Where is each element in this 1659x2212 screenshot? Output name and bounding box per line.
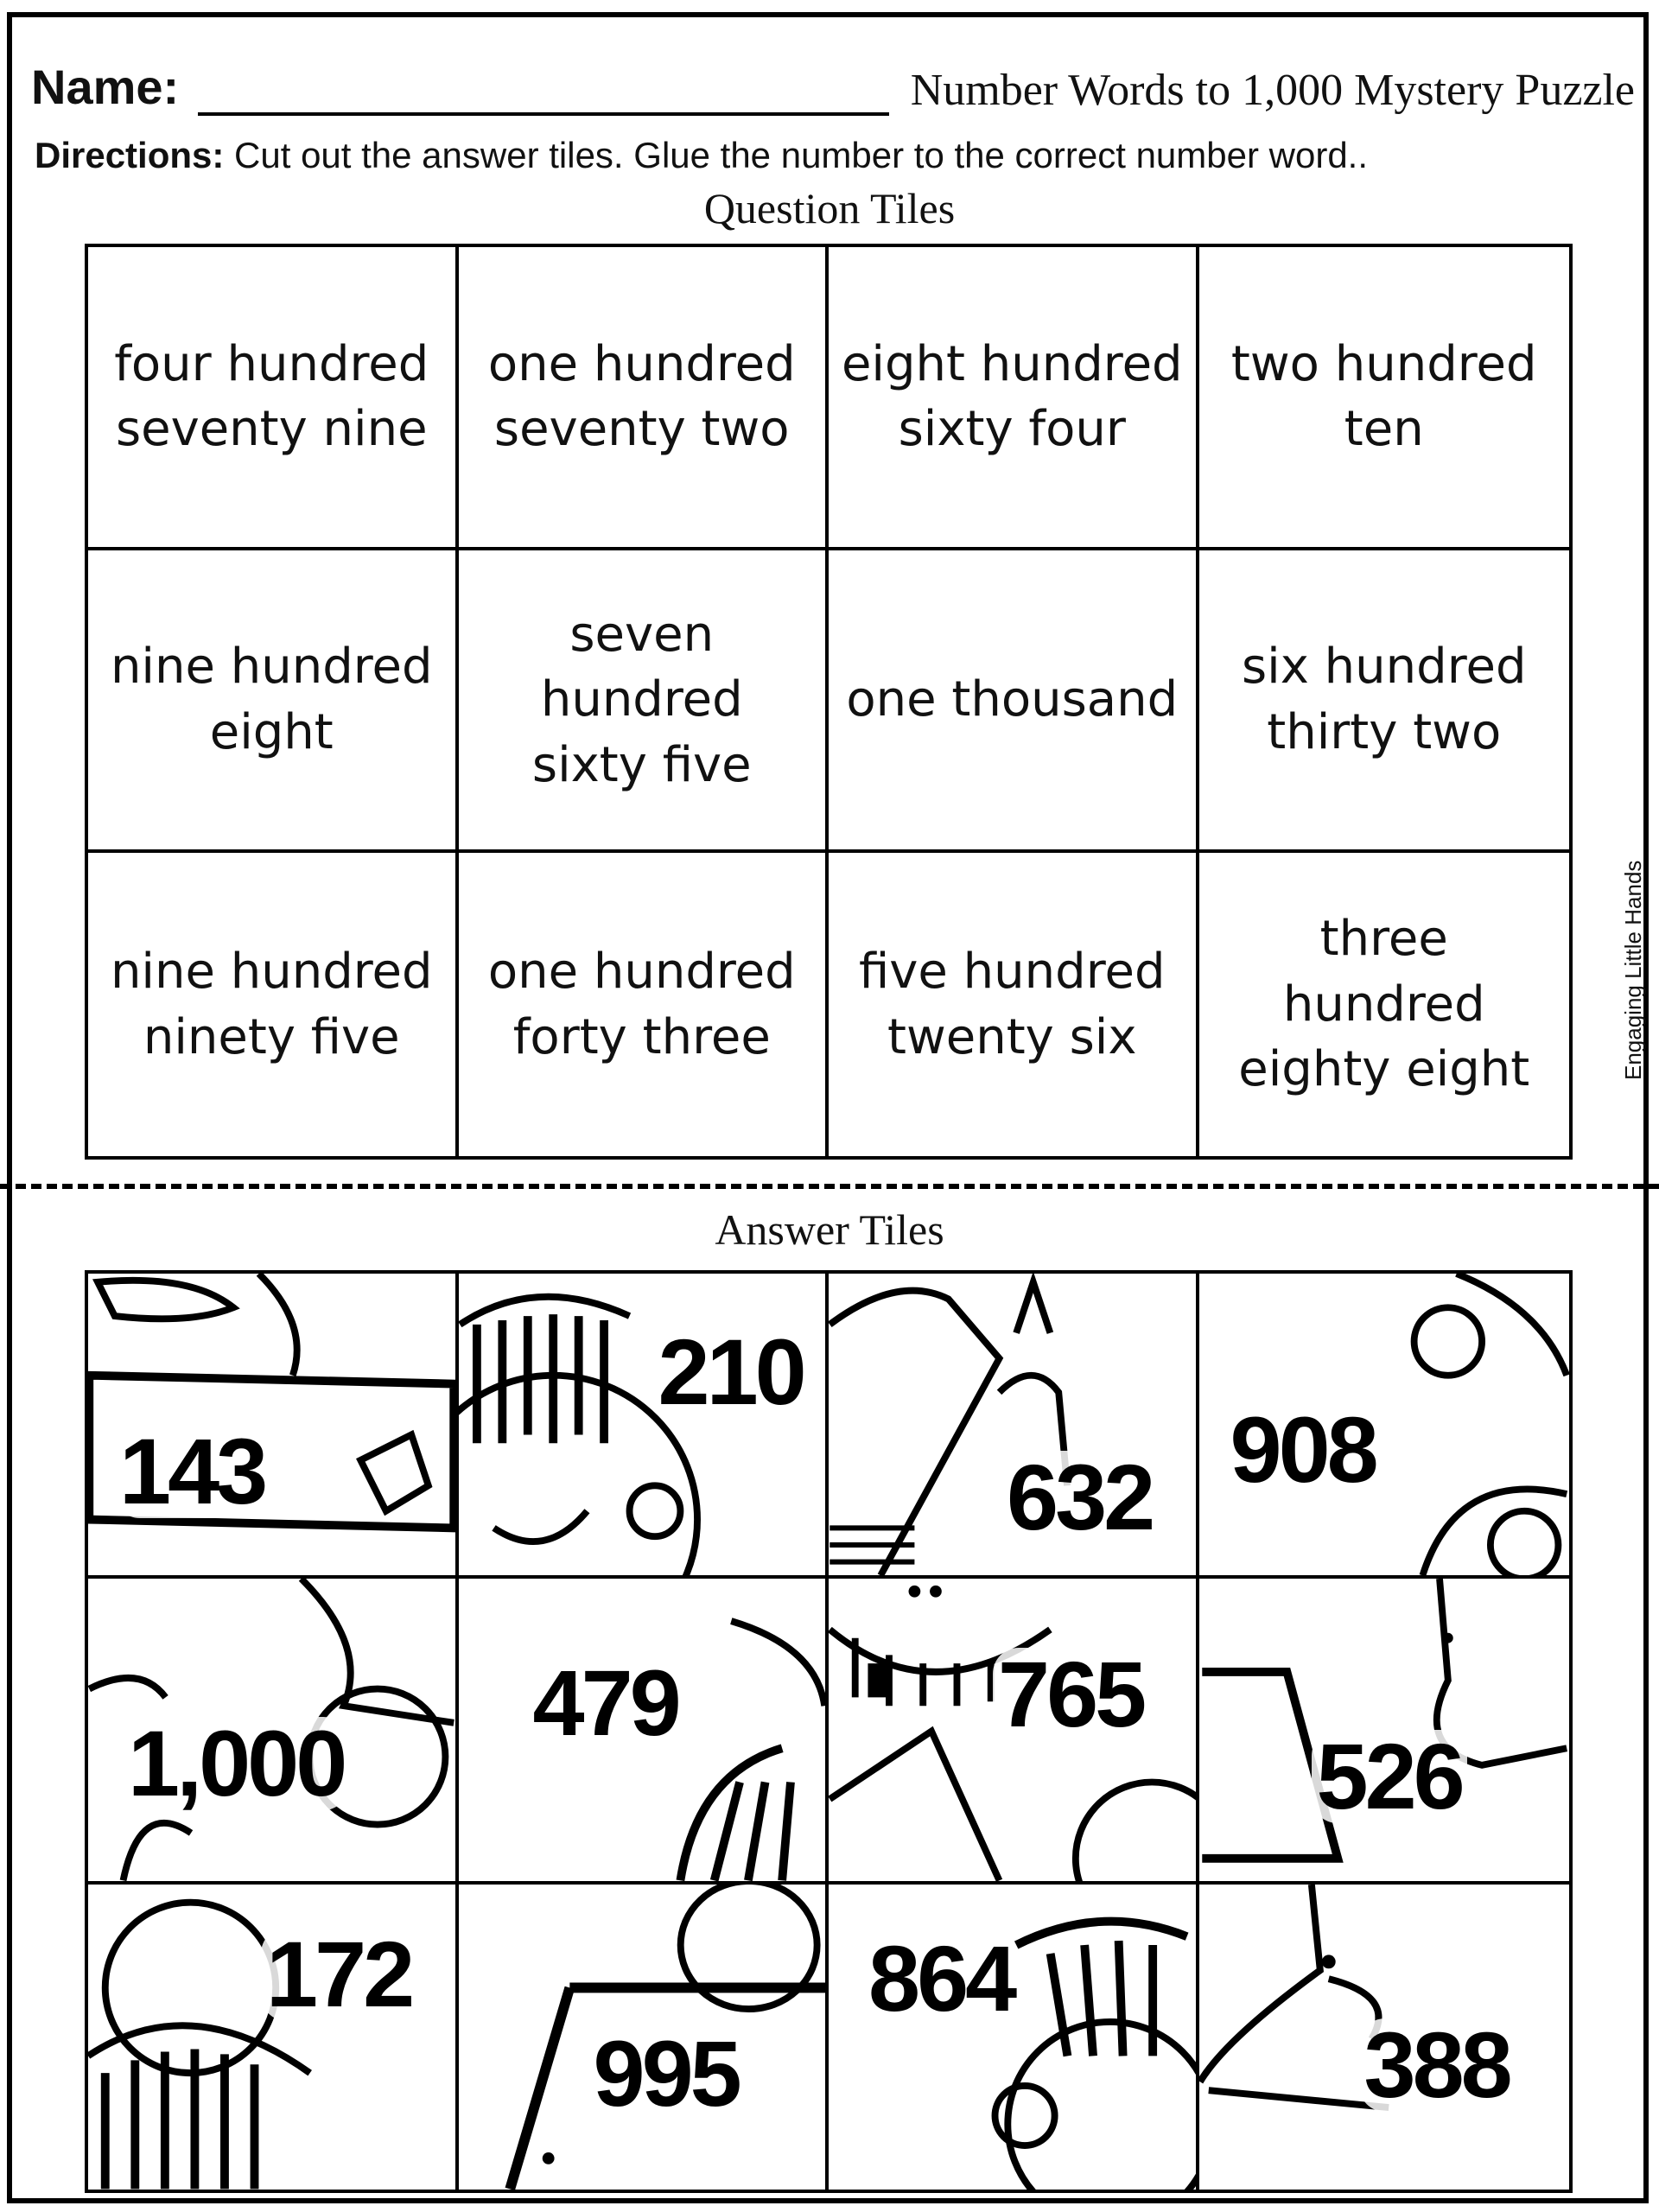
answer-tile[interactable]: [1199, 1579, 1570, 1884]
answer-number: 526: [1312, 1730, 1467, 1823]
directions: [35, 135, 1368, 176]
question-tile: nine hundred ninety five: [88, 853, 459, 1156]
answer-tile[interactable]: [829, 1885, 1199, 2190]
answer-number: 172: [261, 1928, 416, 2021]
question-tiles-title: Question Tiles: [703, 184, 956, 232]
answer-tile[interactable]: [88, 1579, 459, 1884]
answer-tile[interactable]: [1199, 1274, 1570, 1579]
answer-number: 765: [993, 1648, 1148, 1741]
question-tile: nine hundred eight: [88, 550, 459, 854]
answer-number: 143: [114, 1425, 270, 1518]
answer-number: 908: [1225, 1403, 1381, 1497]
question-tile: eight hundred sixty four: [829, 247, 1199, 550]
name-label: Name:: [31, 60, 180, 114]
question-grid: [85, 244, 1573, 1160]
answer-tile[interactable]: [829, 1579, 1199, 1884]
answer-number: 995: [588, 2027, 744, 2120]
answer-number: 1,000: [123, 1717, 349, 1810]
answer-number: 388: [1359, 2018, 1515, 2112]
answer-tile[interactable]: [459, 1885, 830, 2190]
name-line[interactable]: [198, 112, 889, 116]
answer-number: 632: [1001, 1451, 1157, 1544]
question-tile: three hundred eighty eight: [1238, 911, 1530, 1098]
answer-number: 210: [653, 1325, 809, 1419]
answer-number: 479: [528, 1656, 683, 1750]
question-tile: seven hundred sixty five: [459, 550, 830, 854]
directions-text: Cut out the answer tiles. Glue the number to the correct number word..: [234, 135, 1369, 175]
answer-tile[interactable]: [459, 1274, 830, 1579]
question-tile: two hundred ten: [1199, 247, 1570, 550]
answer-number: 864: [863, 1932, 1019, 2025]
question-tile: one hundred seventy two: [459, 247, 830, 550]
question-tile: four hundred seventy nine: [88, 247, 459, 550]
answer-tile[interactable]: [88, 1274, 459, 1579]
answer-tile[interactable]: [829, 1274, 1199, 1579]
question-tile: one thousand: [829, 550, 1199, 854]
answer-tiles-title: Answer Tiles: [715, 1205, 944, 1254]
answer-grid: [85, 1270, 1573, 2193]
credit-text: Engaging Little Hands: [1620, 860, 1646, 1080]
answer-tile[interactable]: [1199, 1885, 1570, 2190]
question-tile: six hundred thirty two: [1199, 550, 1570, 854]
question-tile: one hundred forty three: [459, 853, 830, 1156]
worksheet-title: Number Words to 1,000 Mystery Puzzle: [910, 66, 1635, 115]
answer-tile[interactable]: [88, 1885, 459, 2190]
directions-label: Directions:: [35, 135, 225, 175]
cut-line: [0, 1184, 1659, 1189]
answer-tile[interactable]: [459, 1579, 830, 1884]
question-tile: five hundred twenty six: [829, 853, 1199, 1156]
